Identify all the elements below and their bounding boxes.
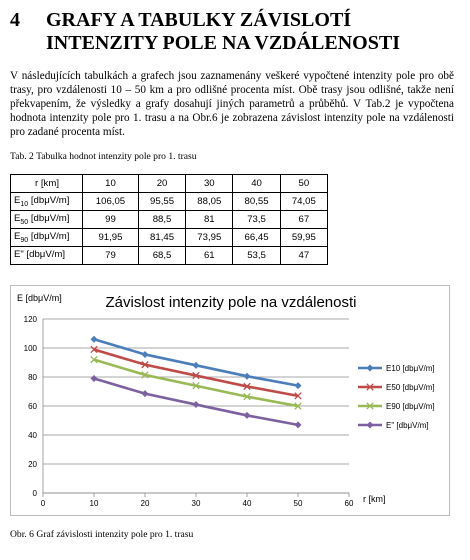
table-cell: 47 bbox=[280, 247, 327, 265]
table-cell: 81 bbox=[186, 211, 233, 229]
y-tick-label: 100 bbox=[23, 344, 37, 353]
table-cell: 67 bbox=[280, 211, 327, 229]
table-row bbox=[11, 211, 328, 229]
legend-label: E" [dbμV/m] bbox=[386, 421, 429, 430]
chart-x-label: r [km] bbox=[363, 494, 386, 504]
legend-marker bbox=[367, 422, 374, 429]
data-point bbox=[142, 351, 149, 358]
table-header-row bbox=[11, 175, 328, 193]
table-row bbox=[11, 193, 328, 211]
x-tick-label: 20 bbox=[140, 499, 150, 508]
x-tick-label: 30 bbox=[191, 499, 201, 508]
legend-marker bbox=[367, 365, 374, 372]
data-point bbox=[244, 373, 251, 380]
chart-y-label: E [dbμV/m] bbox=[17, 293, 62, 303]
table-cell: 61 bbox=[186, 247, 233, 265]
table-cell: 95,55 bbox=[138, 193, 185, 211]
data-point bbox=[142, 390, 149, 397]
y-tick-label: 120 bbox=[23, 315, 37, 324]
x-tick-label: 40 bbox=[242, 499, 252, 508]
y-tick-label: 0 bbox=[32, 489, 37, 498]
table-cell: 80,55 bbox=[233, 193, 280, 211]
table-cell: 53,5 bbox=[233, 247, 280, 265]
section-title-line-2: INTENZITY POLE NA VZDÁLENOSTI bbox=[46, 32, 400, 54]
table-cell: 59,95 bbox=[280, 229, 327, 247]
table-cell: 88,05 bbox=[186, 193, 233, 211]
table-cell: 81,45 bbox=[138, 229, 185, 247]
chart-title: Závislost intenzity pole na vzdálenosti bbox=[105, 294, 357, 311]
x-tick-label: 50 bbox=[293, 499, 303, 508]
y-tick-label: 40 bbox=[28, 431, 37, 440]
y-tick-label: 80 bbox=[28, 373, 37, 382]
table-row-label: E" [dbμV/m] bbox=[11, 247, 83, 265]
x-tick-label: 10 bbox=[89, 499, 99, 508]
table-row-label: $E_{90}$ [dbμV/m] bbox=[11, 229, 83, 247]
table-header-label: r [km] bbox=[11, 175, 83, 193]
x-tick-label: 60 bbox=[344, 499, 354, 508]
table-cell: 91,95 bbox=[83, 229, 139, 247]
legend-label: E50 [dbμV/m] bbox=[386, 383, 435, 392]
data-point bbox=[244, 412, 251, 419]
table-cell: 68,5 bbox=[138, 247, 185, 265]
section-number: 4 bbox=[10, 9, 20, 31]
data-point bbox=[193, 401, 200, 408]
table-cell: 73,95 bbox=[186, 229, 233, 247]
data-point bbox=[193, 362, 200, 369]
line-chart bbox=[11, 286, 449, 515]
y-tick-label: 60 bbox=[28, 402, 37, 411]
table-cell: 66,45 bbox=[233, 229, 280, 247]
table-cell: 99 bbox=[83, 211, 139, 229]
section-title-line-1: GRAFY A TABULKY ZÁVISLOTÍ bbox=[46, 9, 352, 31]
data-point bbox=[295, 382, 302, 389]
body-paragraph: V následujících tabulkách a grafech jsou zaznamenány veškeré vypočtené intenzity pole pro obě trasy, pro vzdálenosti 10 – 50 km a pro odlišné procenta míst. Obě trasy jsou odlišné, takže není překvapením, že výsledky a grafy dosahují jiných parametrů a průběhů. V Tab.2 je vypočtena hodnota intenzity pole pro 1. trasu a na Obr.6 je zobrazena závislost intenzity pole na vzdálenosti pro zadané procenta míst. bbox=[10, 70, 454, 138]
table-header-cell: 30 bbox=[186, 175, 233, 193]
table-row-label: $E_{50}$ [dbμV/m] bbox=[11, 211, 83, 229]
data-point bbox=[295, 421, 302, 428]
table-cell: 106,05 bbox=[83, 193, 139, 211]
chart-frame bbox=[10, 285, 450, 516]
legend-label: E10 [dbμV/m] bbox=[386, 364, 435, 373]
data-point bbox=[91, 336, 98, 343]
section-heading bbox=[10, 9, 460, 55]
table-row bbox=[11, 247, 328, 265]
table-header-cell: 40 bbox=[233, 175, 280, 193]
legend-label: E90 [dbμV/m] bbox=[386, 402, 435, 411]
figure-caption: Obr. 6 Graf závislosti intenzity pole pro 1. trasu bbox=[10, 529, 194, 540]
table-cell: 79 bbox=[83, 247, 139, 265]
table-cell: 74,05 bbox=[280, 193, 327, 211]
table-header-cell: 20 bbox=[138, 175, 185, 193]
table-caption: Tab. 2 Tabulka hodnot intenzity pole pro 1. trasu bbox=[10, 151, 197, 162]
x-tick-label: 0 bbox=[40, 499, 46, 508]
field-intensity-table bbox=[10, 174, 328, 265]
section-title bbox=[46, 9, 460, 55]
table-header-cell: 10 bbox=[83, 175, 139, 193]
table-header-cell: 50 bbox=[280, 175, 327, 193]
table-cell: 88,5 bbox=[138, 211, 185, 229]
table-row-label: $E_{10}$ [dbμV/m] bbox=[11, 193, 83, 211]
data-point bbox=[91, 375, 98, 382]
table-row bbox=[11, 229, 328, 247]
y-tick-label: 20 bbox=[28, 460, 37, 469]
table-cell: 73,5 bbox=[233, 211, 280, 229]
